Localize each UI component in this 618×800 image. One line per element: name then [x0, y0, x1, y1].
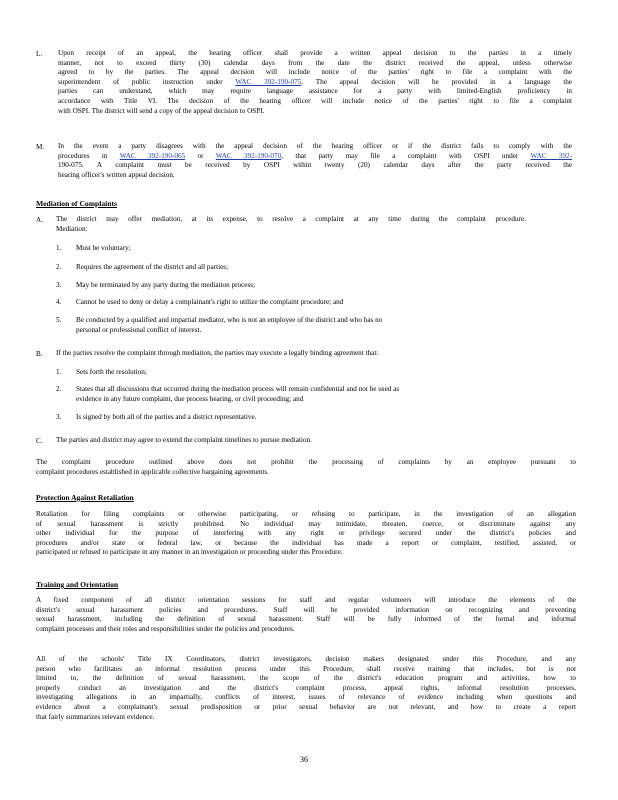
paragraph-mediation-note — [36, 458, 576, 477]
paragraph-line: evidence about a complainant's sexual predisposition or prior sexual behavior are not relevant, and how to create a report — [36, 702, 576, 711]
paragraph-line: hearing officer's written appeal decision. — [58, 170, 175, 179]
paragraph-m — [58, 142, 572, 180]
page-number: 36 — [300, 755, 308, 764]
paragraph-line: The district may offer mediation, at its expense, to resolve a complaint at any time during the complaint procedure. — [56, 215, 526, 223]
item-marker-a: A. — [36, 216, 43, 224]
item-marker-c: C. — [36, 437, 43, 445]
paragraph-line: procedures in WAC 392-190-065 or WAC 392-190-070, that party may file a complaint with OSPI under WAC 392- — [58, 151, 572, 160]
paragraph-line: superintendent of public instruction under WAC 392-190-075. The appeal decision will be provided in a language the — [58, 77, 572, 86]
paragraph-line: other individual for the purpose of interfering with any right or privilege secured under the district's policies and — [36, 529, 576, 538]
paragraph-line: complaint procedures established in applicable collective bargaining agreements. — [36, 467, 269, 476]
paragraph-line: complaint processes and their roles and responsibilities under the policies and procedures. — [36, 624, 295, 633]
paragraph-line: district's sexual harassment policies and procedures. Staff will be provided information on recognizing and preventing — [36, 605, 576, 614]
paragraph-line: with OSPI. The district will send a copy of the appeal decision to OSPI. — [58, 106, 265, 115]
wac-reference-link[interactable]: WAC 392- — [530, 151, 572, 160]
paragraph-line: Upon receipt of an appeal, the hearing officer shall provide a written appeal decision to the parties in a timely — [58, 49, 572, 57]
paragraph-line: In the event a party disagrees with the appeal decision of the hearing officer or if the district fails to comply with the — [58, 142, 572, 150]
wac-reference-link[interactable]: WAC 392-190-065 — [119, 151, 186, 160]
paragraph-line: The complaint procedure outlined above does not prohibit the processing of complaints by an employee pursuant to — [36, 458, 576, 466]
paragraph-line: that fairly summarizes relevant evidence. — [36, 712, 155, 721]
paragraph-line: person who facilitates an informal resolution process under this Procedure, shall receive training that includes, but is not — [36, 664, 576, 673]
item-marker-b: B. — [36, 350, 43, 358]
paragraph-line: parties can understand, which may require language assistance for a party with limited-English proficiency in — [58, 87, 572, 96]
paragraph-training-1 — [36, 596, 576, 634]
paragraph-line: All of the schools' Title IX Coordinators, district investigators, decision makers designated under this Procedure, and any — [36, 655, 576, 663]
paragraph-line: accordance with Title VI. The decision of the hearing officer will include notice of the parties' right to file a complaint — [58, 96, 572, 105]
section-heading-protection: Protection Against Retaliation — [36, 493, 134, 502]
paragraph-line: limited to, the definition of sexual harassment, the scope of the district's education program and activities, how to — [36, 674, 576, 683]
paragraph-line: 190-075. A complaint must be received by OSPI within twenty (20) calendar days after the party received the — [58, 161, 572, 170]
paragraph-line: If the parties resolve the complaint through mediation, the parties may execute a legally binding agreement that: — [56, 349, 379, 357]
paragraph-line: Retaliation for filing complaints or otherwise participating, or refusing to participate, in the investigation of an allegation — [36, 510, 576, 518]
paragraph-line: of sexual harassment is strictly prohibited. No individual may intimidate, threaten, coerce, or discriminate against any — [36, 519, 576, 528]
item-marker-m: M. — [36, 143, 45, 151]
paragraph-protection — [36, 510, 576, 558]
wac-reference-link[interactable]: WAC 392-190-070 — [215, 151, 282, 160]
paragraph-a — [56, 215, 526, 234]
item-marker-l: L. — [36, 50, 43, 58]
document-page: L. Upon receipt of an appeal, the hearing officer shall provide a written appeal decision to the parties in a timely manner, not to exceed thirty (30) calendar days from the date the district received the appeal, unless otherwise agreed to by the parties. The appeal decision will include notice of the parties' right to file a complaint with the superintendent of public instruction under WAC 392-190-075. The appeal decision will be provided in a language the parties can understand, which may require language assistance for a party with limited-English proficiency in accordance with Title VI. The decision of the hearing officer will include notice of the parties' right to file a complaint with OSPI. The district will send a copy of the appeal decision to OSPI. M. In the event a party disagrees with the appeal decision of the hearing officer or if the district fails to comply with the procedures in WAC 392-190-065 or WAC 392-190-070, that party may file a complaint with OSPI under WAC 392- 190-075. A complaint must be received by OSPI within twenty (20) calendar days after the party received the hearing officer's written appeal decision. Mediation of Complaints A. The district may offer mediation, at its expense, to resolve a complaint at any time during the complaint procedure. Mediation: 1. Must be voluntary; 2. Requires the agreement of the district and all parties; 3. May be terminated by any party during the mediation process; 4. Cannot be used to deny or delay a complainant's right to utilize the complaint procedure; and 5. Be conducted by a qualified and impartial mediator, who is not an employee of the district and who has no personal or professional conflict of interest. B. If the parties resolve the complaint through mediation, the parties may execute a legally binding agreement that: 1. Sets forth the resolution; 2. States that all discussions that occurred during the mediation process will remain confidential and not be used as evidence in any future complaint, due process hearing, or civil proceeding; and 3. Is signed by both all of the parties and a district representative. C. The parties and district may agree to extend the complaint timelines to pursue mediation. The complaint procedure outlined above does not prohibit the processing of complaints by an employee pursuant to complaint procedures established in applicable collective bargaining agreements. Protection Against Retaliation Retaliation for filing complaints or otherwise participating, or refusing to participate, in the investigation of an allegation of sexual harassment is strictly prohibited. No individual may intimidate, threaten, coerce, or discriminate against any other individual for the purpose of interfering with any right or privilege secured under the district's policies and procedures and/or state or federal law, or because the individual has made a report or complaint, testified, assisted, or participated or refused to participate in any manner in an investigation or proceeding under this Procedure. Training and Orientation A fixed component of all district orientation sessions for staff and regular volunteers will introduce the elements of the district's sexual harassment policies and procedures. Staff will be provided information on recognizing and preventing sexual harassment, including the definition of sexual harassment. Staff will be fully informed of the formal and informal complaint processes and their roles and responsibilities under the policies and procedures. All of the schools' Title IX Coordinators, district investigators, decision makers designated under this Procedure, and any person who facilitates an informal resolution process under this Procedure, shall receive training that includes, but is not limited to, the definition of sexual harassment, the scope of the district's education program and activities, how to properly conduct an investigation and the district's complaint process, appeal rights, informal resolution processes, investigating allegations in an impartially, conflicts of interest, issues of relevance of evidence including when questions and evidence about a complainant's sexual predisposition or prior sexual behavior are not relevant, and how to create a report that fairly summarizes relevant evidence. 36 — [36, 49, 576, 764]
paragraph-line: manner, not to exceed thirty (30) calendar days from the date the district received the appeal, unless otherwise — [58, 58, 572, 67]
paragraph-line: properly conduct an investigation and the district's complaint process, appeal rights, informal resolution processes, — [36, 683, 576, 692]
paragraph-line: investigating allegations in an impartially, conflicts of interest, issues of relevance of evidence including when questions and — [36, 693, 576, 702]
paragraph-line: agreed to by the parties. The appeal decision will include notice of the parties' right to file a complaint with the — [58, 68, 572, 77]
paragraph-b — [56, 349, 526, 359]
paragraph-training-2 — [36, 655, 576, 722]
paragraph-line: Mediation: — [56, 224, 88, 233]
paragraph-line: A fixed component of all district orientation sessions for staff and regular volunteers will introduce the elements of the — [36, 596, 576, 604]
wac-reference-link[interactable]: WAC 392-190-075 — [235, 77, 302, 86]
paragraph-line: procedures and/or state or federal law, or because the individual has made a report or complaint, testified, assisted, or — [36, 538, 576, 547]
paragraph-c — [56, 436, 426, 446]
section-heading-training: Training and Orientation — [36, 580, 119, 589]
paragraph-line: sexual harassment, including the definition of sexual harassment. Staff will be fully informed of the formal and informal — [36, 615, 576, 624]
section-heading-mediation: Mediation of Complaints — [36, 199, 118, 208]
paragraph-l — [58, 49, 572, 116]
paragraph-line: participated or refused to participate in any manner in an investigation or proceeding under this Procedure. — [36, 548, 343, 557]
paragraph-line: The parties and district may agree to extend the complaint timelines to pursue mediation. — [56, 436, 312, 444]
